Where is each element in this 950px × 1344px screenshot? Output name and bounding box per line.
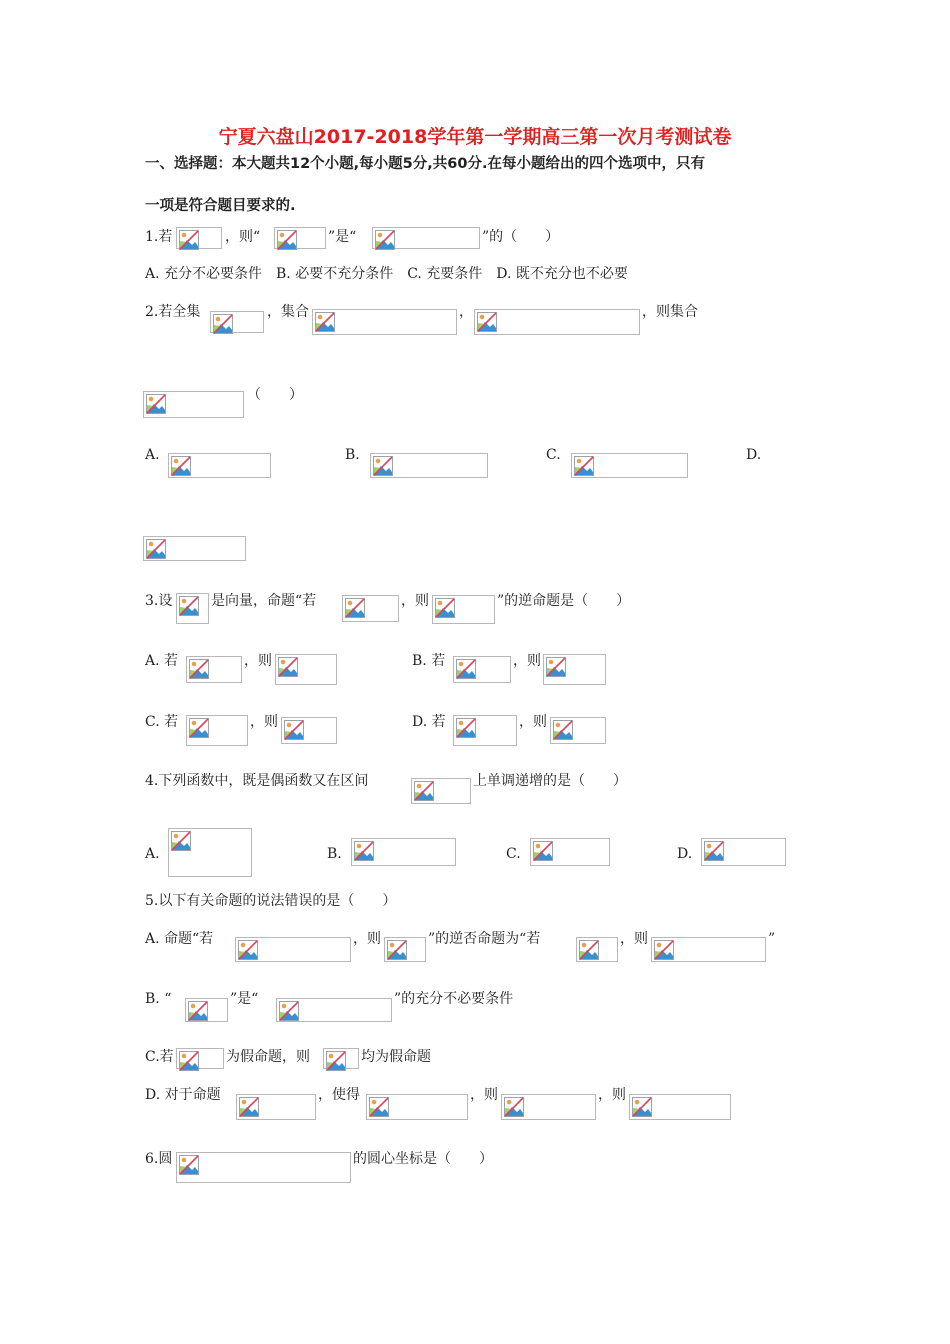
q4-option-d-label: D. bbox=[677, 846, 693, 862]
q4-option-b-label: B. bbox=[327, 846, 342, 862]
broken-image-icon bbox=[284, 720, 304, 740]
broken-image-icon bbox=[146, 539, 166, 559]
broken-image-icon bbox=[171, 456, 191, 476]
q4-option-d-formula bbox=[701, 838, 786, 866]
q5-b-formula-1 bbox=[185, 998, 228, 1022]
q2-text-3: ， bbox=[459, 304, 473, 320]
q3-option-b-then: ，则 bbox=[513, 653, 541, 669]
q3-option-b-label: B. 若 bbox=[412, 653, 446, 669]
broken-image-icon bbox=[146, 394, 166, 414]
broken-image-icon bbox=[179, 230, 199, 250]
q1-text-3: ”是“ bbox=[328, 229, 357, 245]
q4-option-a-label: A. bbox=[145, 846, 160, 862]
broken-image-icon bbox=[574, 456, 594, 476]
q2-formula-4 bbox=[143, 391, 244, 418]
broken-image-icon bbox=[188, 1001, 208, 1021]
q3-option-c-label: C. 若 bbox=[145, 714, 179, 730]
q5-a-formula-4 bbox=[651, 937, 766, 962]
q1-options: A. 充分不必要条件 B. 必要不充分条件 C. 充要条件 D. 既不充分也不必要 bbox=[145, 266, 628, 282]
q3-option-b-formula-1 bbox=[453, 656, 511, 683]
q2-option-c-label: C. bbox=[546, 447, 561, 463]
q2-option-b-label: B. bbox=[345, 447, 360, 463]
q5-d-formula-4 bbox=[629, 1094, 731, 1120]
q3-option-c-formula-2 bbox=[281, 717, 337, 744]
broken-image-icon bbox=[354, 841, 374, 861]
q3-formula-1 bbox=[176, 593, 209, 624]
broken-image-icon bbox=[277, 230, 297, 250]
q2-formula-2 bbox=[312, 309, 457, 335]
q1-formula-3 bbox=[372, 227, 480, 249]
q5-c-text-3: 均为假命题 bbox=[361, 1049, 431, 1065]
q3-option-c-formula-1 bbox=[186, 715, 248, 746]
q3-option-d-then: ，则 bbox=[519, 714, 547, 730]
q2-formula-1 bbox=[210, 311, 264, 333]
q4-formula-interval bbox=[411, 778, 471, 804]
q5-a-text-4: ，则 bbox=[620, 931, 648, 947]
broken-image-icon bbox=[213, 314, 233, 334]
broken-image-icon bbox=[387, 940, 407, 960]
q2-paren: （ ） bbox=[247, 387, 303, 403]
broken-image-icon bbox=[179, 596, 199, 616]
q5-d-text-1: D. 对于命题 bbox=[145, 1087, 221, 1103]
q6-text-2: 的圆心坐标是（ ） bbox=[353, 1151, 493, 1167]
broken-image-icon bbox=[553, 720, 573, 740]
q2-option-a-formula bbox=[168, 453, 271, 478]
q5-a-formula-2 bbox=[384, 937, 426, 962]
q1-formula-1 bbox=[176, 227, 222, 249]
broken-image-icon bbox=[579, 940, 599, 960]
broken-image-icon bbox=[504, 1097, 524, 1117]
q5-a-formula-3 bbox=[576, 937, 618, 962]
broken-image-icon bbox=[456, 659, 476, 679]
q3-text-2: 是向量，命题“若 bbox=[211, 593, 317, 609]
q3-formula-2 bbox=[342, 595, 399, 622]
q4-text-2: 上单调递增的是（ ） bbox=[473, 773, 627, 789]
broken-image-icon bbox=[477, 312, 497, 332]
q5-c-formula-2 bbox=[323, 1048, 359, 1069]
q2-text-1: 2.若全集 bbox=[145, 304, 201, 320]
q3-text-3: ，则 bbox=[401, 593, 429, 609]
q6-formula-1 bbox=[176, 1152, 351, 1183]
q5-d-text-4: ，则 bbox=[598, 1087, 626, 1103]
page-title: 宁夏六盘山2017-2018学年第一学期高三第一次月考测试卷 bbox=[218, 126, 732, 148]
q4-option-b-formula bbox=[351, 838, 456, 866]
q3-option-a-formula-1 bbox=[186, 656, 242, 683]
q5-a-text-2: ，则 bbox=[353, 931, 381, 947]
q3-option-d-formula-2 bbox=[550, 717, 606, 744]
q4-option-c-formula bbox=[530, 838, 610, 866]
q3-option-a-label: A. 若 bbox=[145, 653, 179, 669]
broken-image-icon bbox=[189, 718, 209, 738]
q1-text-2: ，则“ bbox=[225, 229, 261, 245]
broken-image-icon bbox=[238, 940, 258, 960]
q5-a-formula-1 bbox=[235, 937, 351, 962]
section-heading-line2: 一项是符合题目要求的. bbox=[145, 198, 296, 214]
q2-option-c-formula bbox=[571, 453, 688, 478]
q3-option-a-formula-2 bbox=[275, 654, 337, 685]
q1-text-4: ”的（ ） bbox=[482, 229, 560, 245]
q5-stem: 5.以下有关命题的说法错误的是（ ） bbox=[145, 893, 397, 909]
q1-formula-2 bbox=[274, 227, 326, 249]
q6-text-1: 6.圆 bbox=[145, 1151, 173, 1167]
broken-image-icon bbox=[315, 312, 335, 332]
broken-image-icon bbox=[239, 1097, 259, 1117]
q5-b-text-3: ”的充分不必要条件 bbox=[394, 991, 514, 1007]
broken-image-icon bbox=[435, 598, 455, 618]
q3-option-b-formula-2 bbox=[543, 654, 606, 685]
q5-c-text-2: 为假命题，则 bbox=[226, 1049, 310, 1065]
q5-b-formula-2 bbox=[276, 998, 392, 1022]
q3-text-4: ”的逆命题是（ ） bbox=[497, 593, 631, 609]
q2-option-b-formula bbox=[370, 453, 488, 478]
broken-image-icon bbox=[279, 1001, 299, 1021]
broken-image-icon bbox=[414, 781, 434, 801]
q3-option-c-then: ，则 bbox=[250, 714, 278, 730]
q5-d-text-3: ，则 bbox=[470, 1087, 498, 1103]
q4-text-1: 4.下列函数中，既是偶函数又在区间 bbox=[145, 773, 369, 789]
broken-image-icon bbox=[369, 1097, 389, 1117]
q5-d-formula-3 bbox=[501, 1094, 596, 1120]
q3-formula-3 bbox=[432, 595, 495, 624]
q5-c-text-1: C.若 bbox=[145, 1049, 174, 1065]
broken-image-icon bbox=[704, 841, 724, 861]
q3-text-1: 3.设 bbox=[145, 593, 173, 609]
q5-d-formula-1 bbox=[236, 1094, 316, 1120]
broken-image-icon bbox=[654, 940, 674, 960]
broken-image-icon bbox=[375, 230, 395, 250]
q4-option-a-formula bbox=[168, 828, 252, 877]
broken-image-icon bbox=[189, 659, 209, 679]
q5-b-text-2: ”是“ bbox=[230, 991, 259, 1007]
q3-option-d-formula-1 bbox=[453, 715, 517, 746]
q3-option-d-label: D. 若 bbox=[412, 714, 446, 730]
broken-image-icon bbox=[179, 1051, 199, 1071]
q5-c-formula-1 bbox=[176, 1048, 224, 1069]
q5-a-text-3: ”的逆否命题为“若 bbox=[428, 931, 541, 947]
q2-formula-3 bbox=[474, 309, 640, 335]
q4-option-c-label: C. bbox=[506, 846, 521, 862]
broken-image-icon bbox=[632, 1097, 652, 1117]
q5-d-text-2: ，使得 bbox=[318, 1087, 360, 1103]
q5-b-text-1: B. “ bbox=[145, 991, 172, 1007]
q2-option-a-label: A. bbox=[145, 447, 160, 463]
q2-text-2: ，集合 bbox=[267, 304, 309, 320]
broken-image-icon bbox=[179, 1155, 199, 1175]
broken-image-icon bbox=[171, 831, 191, 851]
broken-image-icon bbox=[533, 841, 553, 861]
q5-a-text-5: ” bbox=[768, 931, 776, 947]
broken-image-icon bbox=[546, 657, 566, 677]
broken-image-icon bbox=[326, 1051, 346, 1071]
q5-a-text-1: A. 命题“若 bbox=[145, 931, 214, 947]
broken-image-icon bbox=[373, 456, 393, 476]
q2-option-d-label: D. bbox=[746, 447, 762, 463]
q2-text-4: ，则集合 bbox=[642, 304, 698, 320]
q5-d-formula-2 bbox=[366, 1094, 468, 1120]
broken-image-icon bbox=[456, 718, 476, 738]
broken-image-icon bbox=[345, 598, 365, 618]
broken-image-icon bbox=[278, 657, 298, 677]
q1-text-1: 1.若 bbox=[145, 229, 173, 245]
q3-option-a-then: ，则 bbox=[244, 653, 272, 669]
section-heading-line1: 一、选择题：本大题共12个小题,每小题5分,共60分.在每小题给出的四个选项中，只有 bbox=[145, 156, 705, 172]
q2-option-d-formula bbox=[143, 536, 246, 561]
